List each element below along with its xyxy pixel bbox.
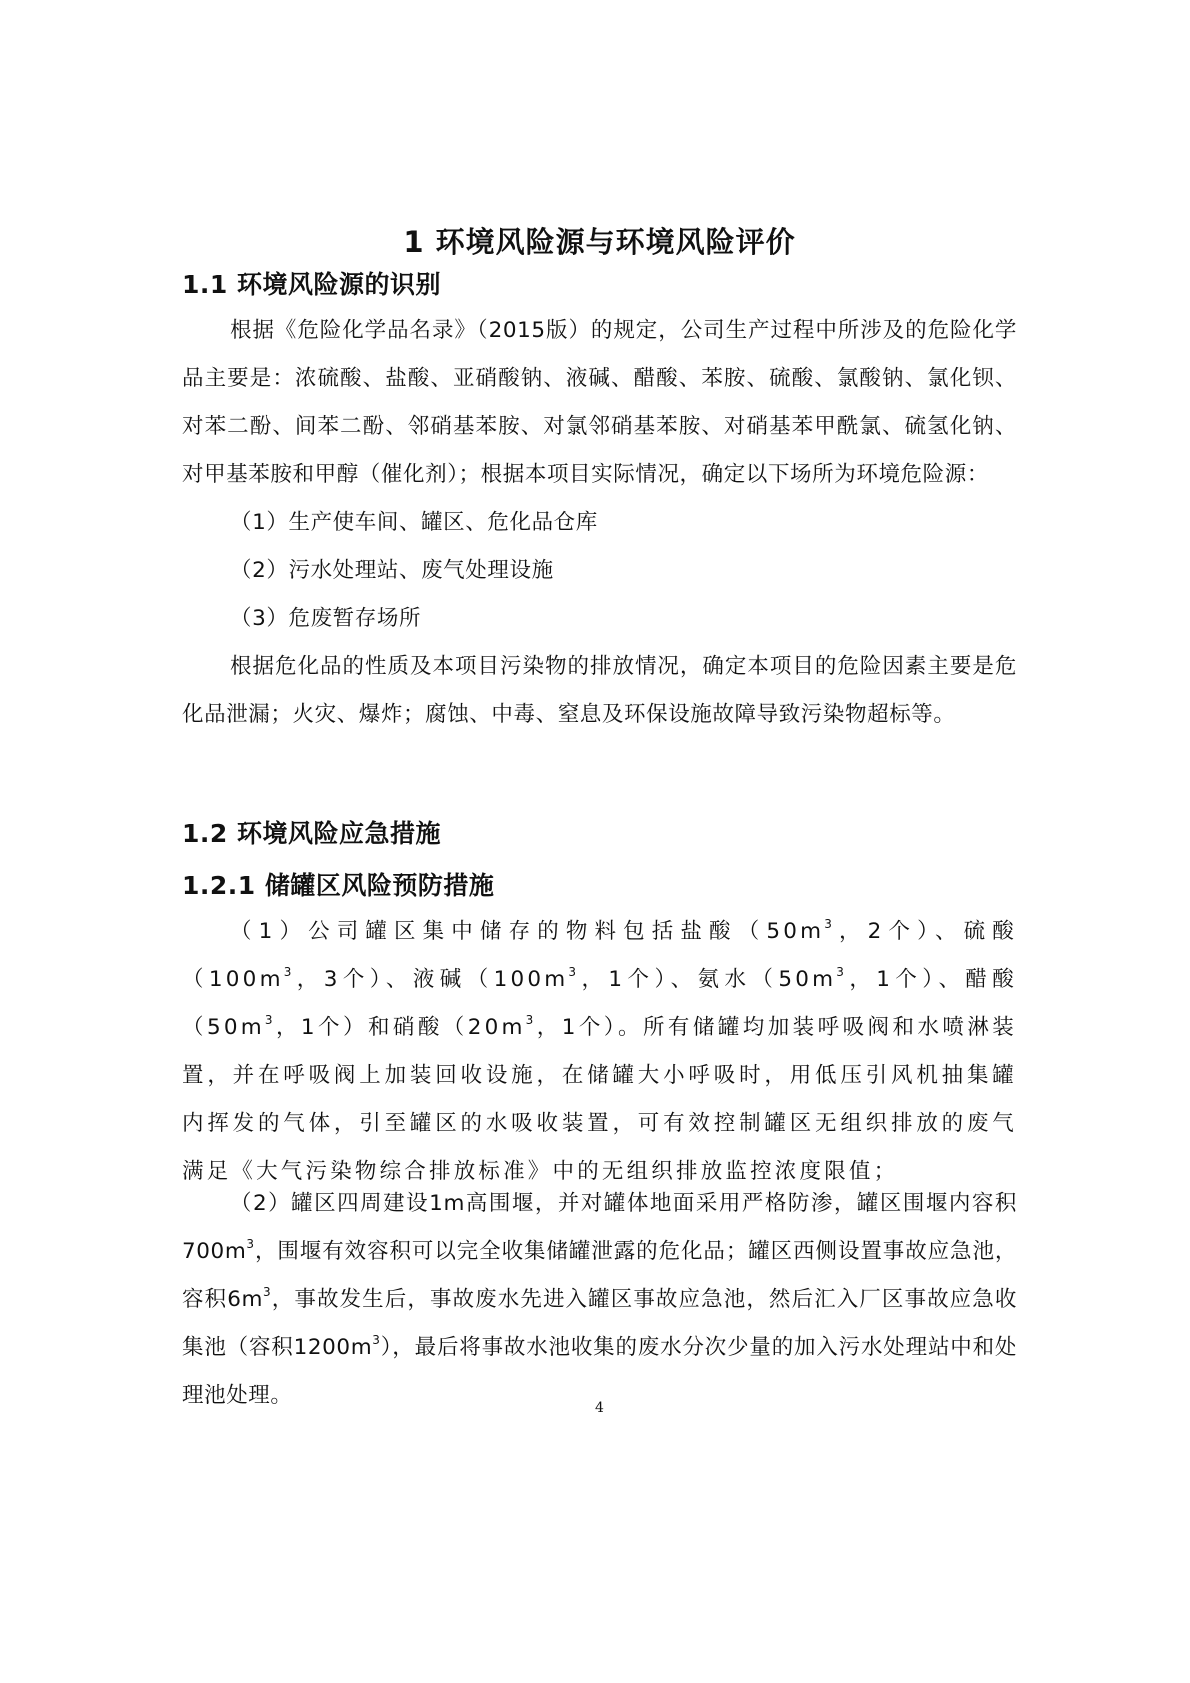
paragraph-conclusion: 根据危化品的性质及本项目污染物的排放情况，确定本项目的危险因素主要是危化品泄漏；火灾、爆炸；腐蚀、中毒、窒息及环保设施故障导致污染物超标等。 (182, 654, 1017, 727)
text-run: ），最后将事故水池收集的废水分次少量的加入污水处理站中和处理池处理。 (182, 1335, 1017, 1408)
superscript: 3 (283, 965, 295, 979)
section-heading-1-1: 1.1 环境风险源的识别 (182, 270, 441, 299)
document-title: 1 环境风险源与环境风险评价 (403, 225, 796, 259)
list-item: （1）生产使车间、罐区、危化品仓库 (230, 510, 598, 535)
superscript: 3 (372, 1333, 381, 1347)
text-run: ，1个）、醋酸（50m (182, 967, 1018, 1040)
paragraph-measure-1 (182, 908, 1017, 1196)
text-run: ，2个）、硫酸（100m (182, 919, 1017, 992)
list-item: （3）危废暂存场所 (230, 606, 422, 631)
text-run: ，1个）。所有储罐均加装呼吸阀和水喷淋装置，并在呼吸阀上加装回收设施，在储罐大小呼吸时，用低压引风机抽集罐内挥发的气体，引至罐区的水吸收装置，可有效控制罐区无组织排放的废气满足《大气污染物综合排放标准》中的无组织排放监控浓度限值； (182, 1015, 1017, 1184)
measure-2 (182, 1180, 1017, 1420)
superscript: 3 (568, 965, 580, 979)
text-run: ，事故发生后，事故废水先进入罐区事故应急池，然后汇入厂区事故应急收集池（容积1200m (182, 1287, 1017, 1360)
text-run: ，1个）和硝酸（20m (275, 1015, 526, 1040)
section-1-1-body (182, 307, 1017, 739)
text-run: ，3个）、液碱（100m (294, 967, 569, 992)
list-item: （2）污水处理站、废气处理设施 (230, 558, 554, 583)
text-run: ，围堰有效容积可以完全收集储罐泄露的危化品；罐区西侧设置事故应急池，容积6m (182, 1239, 1017, 1312)
superscript: 3 (264, 1013, 276, 1027)
measure-1 (182, 908, 1017, 1196)
superscript: 3 (525, 1013, 537, 1027)
document-page (182, 0, 1017, 1683)
superscript: 3 (246, 1237, 255, 1251)
text-run: ，1个）、氨水（50m (579, 967, 837, 992)
text-run: （2）罐区四周建设1m高围堰，并对罐体地面采用严格防渗，罐区围堰内容积700m (182, 1191, 1017, 1264)
paragraph-intro: 根据《危险化学品名录》（2015版）的规定，公司生产过程中所涉及的危险化学品主要是：浓硫酸、盐酸、亚硝酸钠、液碱、醋酸、苯胺、硫酸、氯酸钠、氯化钡、对苯二酚、间苯二酚、邻硝基苯胺、对氯邻硝基苯胺、对硝基苯甲酰氯、硫氢化钠、对甲基苯胺和甲醇（催化剂）；根据本项目实际情况，确定以下场所为环境危险源： (182, 318, 1017, 487)
paragraph-measure-2 (182, 1180, 1017, 1420)
section-heading-1-2: 1.2 环境风险应急措施 (182, 819, 441, 848)
text-run: （1）公司罐区集中储存的物料包括盐酸（50m (230, 919, 825, 944)
superscript: 3 (824, 917, 836, 931)
superscript: 3 (836, 965, 848, 979)
superscript: 3 (263, 1285, 272, 1299)
subsection-heading-1-2-1: 1.2.1 储罐区风险预防措施 (182, 871, 495, 900)
page-number: 4 (595, 1400, 604, 1416)
